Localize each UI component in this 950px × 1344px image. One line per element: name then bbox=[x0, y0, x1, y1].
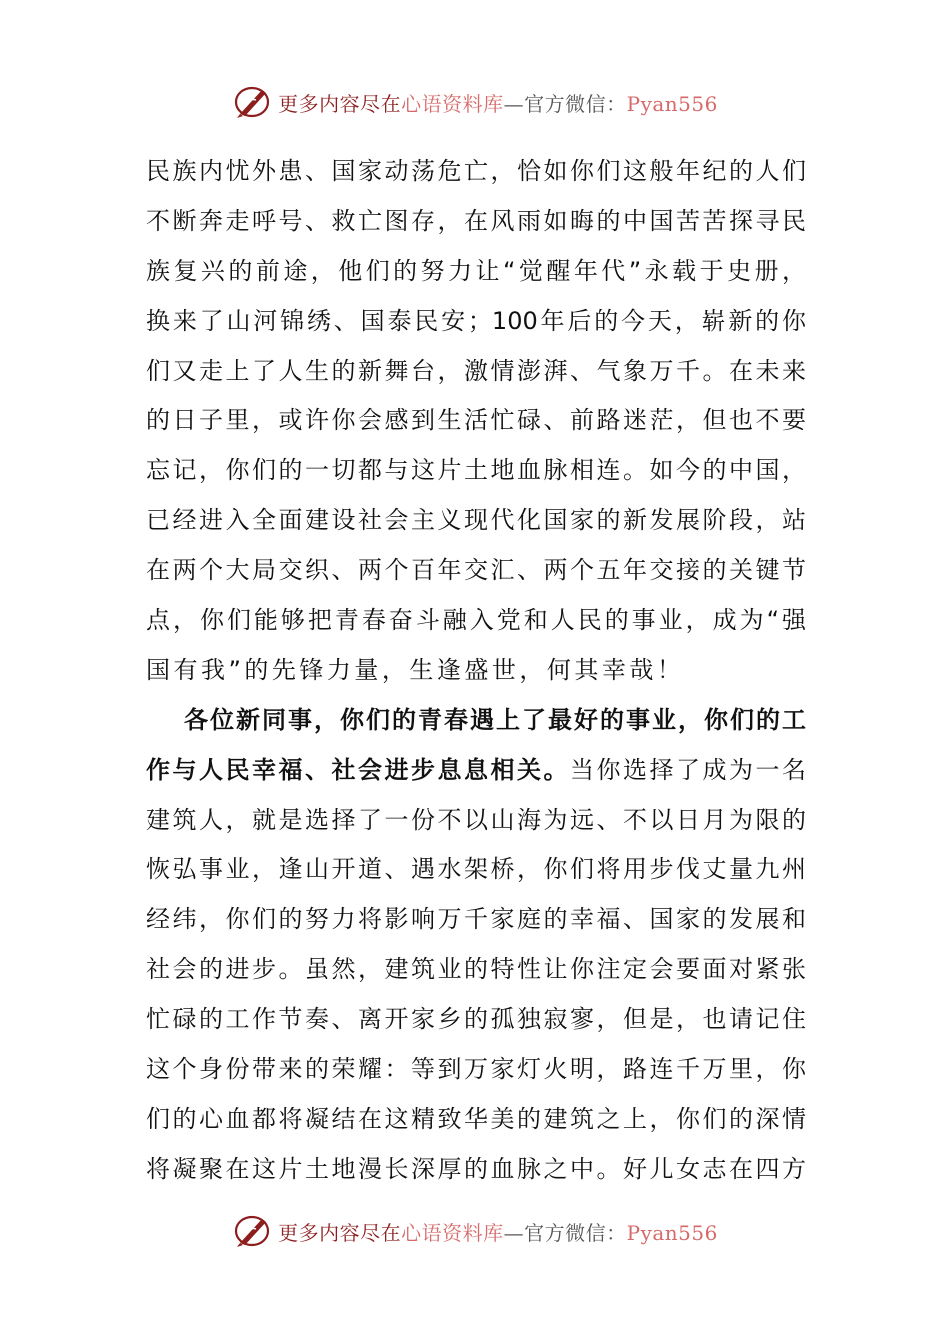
banner-text-part3: —官方微信： bbox=[503, 91, 627, 116]
bold-lead-text: 作与人民幸福、社会进步息息相关。 bbox=[146, 755, 570, 784]
text-line: 恢弘事业，逢山开道、遇水架桥，你们将用步伐丈量九州 bbox=[146, 855, 806, 884]
banner-text-part2: 心语资料库 bbox=[401, 91, 504, 116]
footer-watermark bbox=[0, 1211, 950, 1251]
text-line: 点，你们能够把青春奋斗融入党和人民的事业，成为“强 bbox=[146, 606, 806, 635]
text-line: 忙碌的工作节奏、离开家乡的孤独寂寥，但是，也请记住 bbox=[146, 1005, 806, 1034]
header-watermark bbox=[0, 82, 950, 122]
banner-text-part2: 心语资料库 bbox=[401, 1220, 504, 1245]
banner-wechat-id: Pyan556 bbox=[626, 91, 718, 116]
text-line: 们又走上了人生的新舞台，激情澎湃、气象万千。在未来 bbox=[146, 356, 806, 385]
text-line: 换来了山河锦绣、国泰民安；100年后的今天，崭新的你 bbox=[146, 306, 806, 335]
banner-text-part1: 更多内容尽在 bbox=[278, 1220, 402, 1245]
text-line: 的日子里，或许你会感到生活忙碌、前路迷茫，但也不要 bbox=[146, 406, 806, 435]
text-line: 忘记，你们的一切都与这片土地血脉相连。如今的中国， bbox=[146, 456, 806, 485]
banner-text bbox=[278, 88, 718, 117]
text-line: 民族内忧外患、国家动荡危亡，恰如你们这般年纪的人们 bbox=[146, 157, 806, 185]
mixed-line bbox=[146, 746, 806, 796]
text-line: 将凝聚在这片土地漫长深厚的血脉之中。好儿女志在四方 bbox=[146, 1154, 806, 1183]
text-line: 国有我”的先锋力量，生逢盛世，何其幸哉！ bbox=[146, 655, 685, 684]
normal-text: 当你选择了成为一名 bbox=[570, 755, 806, 784]
pen-logo-icon bbox=[232, 84, 272, 120]
banner-wechat-id: Pyan556 bbox=[626, 1220, 718, 1245]
bold-lead-line: 各位新同事，你们的青春遇上了最好的事业，你们的工 bbox=[184, 705, 806, 734]
text-line: 社会的进步。虽然，建筑业的特性让你注定会要面对紧张 bbox=[146, 955, 806, 984]
text-line: 经纬，你们的努力将影响万千家庭的幸福、国家的发展和 bbox=[146, 905, 806, 934]
banner-text bbox=[278, 1217, 718, 1246]
text-line: 不断奔走呼号、救亡图存，在风雨如晦的中国苦苦探寻民 bbox=[146, 206, 806, 235]
banner-text-part1: 更多内容尽在 bbox=[278, 91, 402, 116]
text-line: 建筑人，就是选择了一份不以山海为远、不以日月为限的 bbox=[146, 805, 806, 834]
banner-text-part3: —官方微信： bbox=[503, 1220, 627, 1245]
document-body bbox=[146, 147, 806, 1195]
pen-logo-icon bbox=[232, 1213, 272, 1249]
text-line: 族复兴的前途，他们的努力让“觉醒年代”永载于史册， bbox=[146, 256, 806, 285]
text-line: 们的心血都将凝结在这精致华美的建筑之上，你们的深情 bbox=[146, 1104, 806, 1133]
text-line: 已经进入全面建设社会主义现代化国家的新发展阶段，站 bbox=[146, 506, 806, 535]
text-line: 这个身份带来的荣耀：等到万家灯火明，路连千万里，你 bbox=[146, 1055, 806, 1084]
text-line: 在两个大局交织、两个百年交汇、两个五年交接的关键节 bbox=[146, 556, 806, 585]
